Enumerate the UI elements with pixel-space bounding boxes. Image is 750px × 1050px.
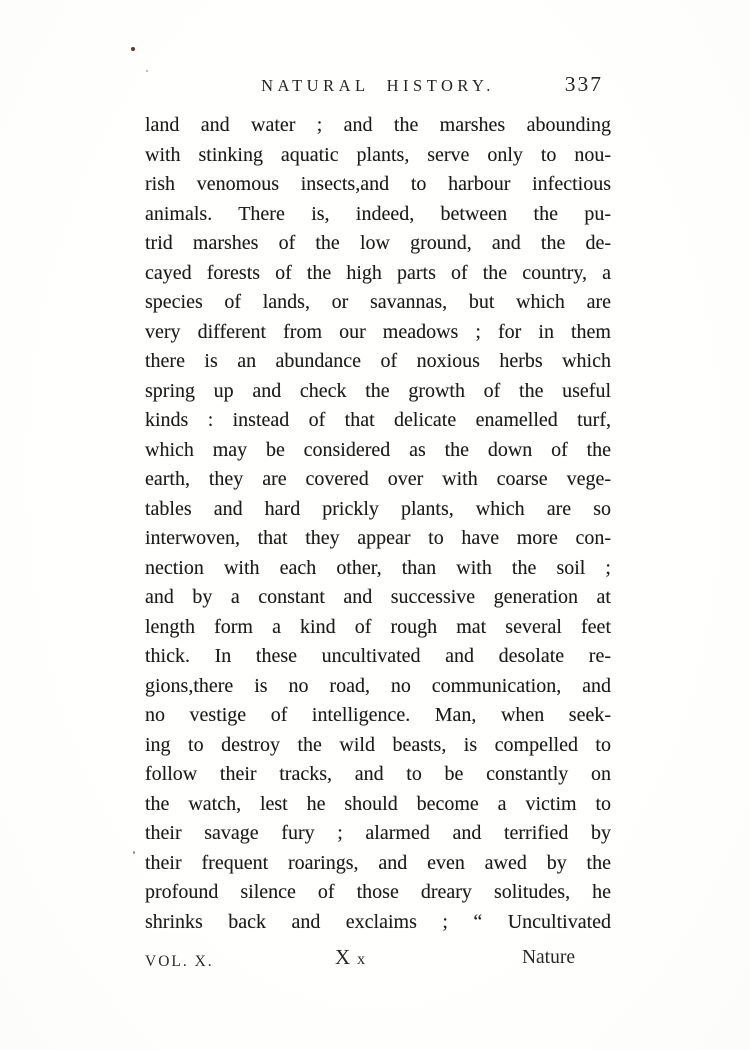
page-number: 337 <box>564 72 603 96</box>
text-line: animals. There is, indeed, between the pu- <box>145 202 611 225</box>
signature-cap: X <box>335 945 351 969</box>
text-line: earth, they are covered over with coarse vege- <box>145 468 611 490</box>
text-line: very different from our meadows ; for in them <box>145 320 611 343</box>
signature-small: x <box>357 951 366 968</box>
text-line: follow their tracks, and to be constantly on <box>145 763 611 785</box>
text-line: kinds : instead of that delicate enamelled turf, <box>145 409 611 431</box>
text-line: with stinking aquatic plants, serve only to nou- <box>145 143 611 166</box>
text-line: there is an abundance of noxious herbs which <box>145 350 611 372</box>
text-line: and by a constant and successive generation at <box>145 586 611 608</box>
text-line: nection with each other, than with the soil ; <box>145 556 611 579</box>
text-line: gions,there is no road, no communication, and <box>145 674 611 697</box>
volume-label: VOL. X. <box>145 953 214 970</box>
text-line: which may be considered as the down of the <box>145 438 611 461</box>
page-footer <box>145 944 611 978</box>
text-line: length form a kind of rough mat several feet <box>145 615 611 638</box>
text-line: rish venomous insects,and to harbour infectious <box>145 173 611 195</box>
text-line: the watch, lest he should become a victim to <box>145 792 611 815</box>
text-line: thick. In these uncultivated and desolate re- <box>145 645 611 667</box>
text-line: their savage fury ; alarmed and terrified by <box>145 822 611 844</box>
page-header <box>145 72 611 104</box>
body-text <box>145 111 611 937</box>
text-line: profound silence of those dreary solitudes, he <box>145 881 611 903</box>
text-line: land and water ; and the marshes abounding <box>145 114 611 136</box>
text-line: trid marshes of the low ground, and the de- <box>145 232 611 254</box>
ink-speck <box>131 47 135 51</box>
ink-speck <box>146 70 148 72</box>
catchword: Nature <box>521 947 575 968</box>
text-line: their frequent roarings, and even awed by the <box>145 851 611 874</box>
text-line: no vestige of intelligence. Man, when seek- <box>145 704 611 726</box>
text-line: interwoven, that they appear to have more con- <box>145 527 611 549</box>
text-line: tables and hard prickly plants, which are so <box>145 497 611 520</box>
text-line: shrinks back and exclaims ; “ Uncultivated <box>145 910 611 933</box>
text-line: cayed forests of the high parts of the country, a <box>145 261 611 284</box>
text-line: ing to destroy the wild beasts, is compelled to <box>145 733 611 756</box>
running-title: NATURAL HISTORY. <box>261 76 495 95</box>
text-line: species of lands, or savannas, but which are <box>145 291 611 313</box>
ink-speck <box>133 851 135 854</box>
text-line: spring up and check the growth of the useful <box>145 379 611 402</box>
signature-mark <box>335 945 365 970</box>
